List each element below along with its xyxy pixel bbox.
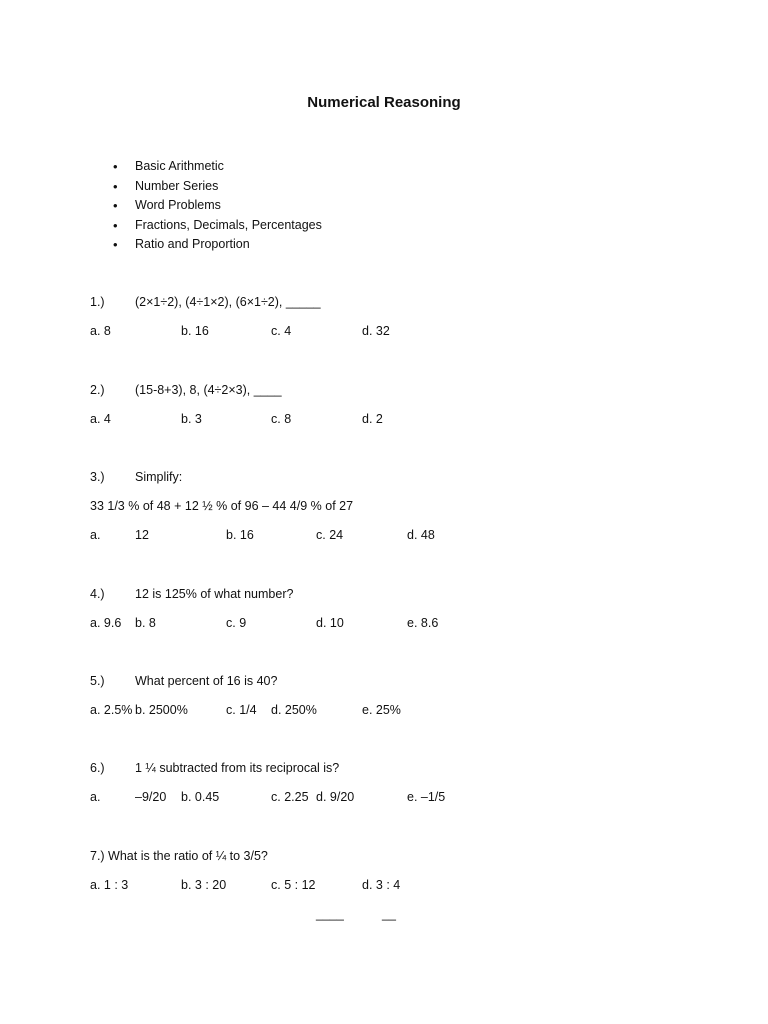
question-expression-row — [90, 497, 710, 515]
option-a-value: 12 — [135, 528, 149, 542]
option-c: c. 24 — [316, 528, 344, 542]
topic-label: Number Series — [135, 178, 219, 193]
option-d: d. 32 — [362, 324, 390, 338]
option-b: b. 16 — [181, 324, 209, 338]
question-row — [90, 381, 710, 399]
question-text: (2×1÷2), (4÷1×2), (6×1÷2), _____ — [135, 295, 321, 309]
question-number: 2.) — [90, 383, 105, 397]
bullet-icon: • — [113, 159, 118, 174]
topic-item — [113, 216, 322, 236]
option-d: d. 9/20 — [316, 790, 355, 804]
question-row — [90, 672, 710, 690]
option-e: e. 8.6 — [407, 616, 439, 630]
question-number: 5.) — [90, 674, 105, 688]
question-text: What percent of 16 is 40? — [135, 674, 278, 688]
question-text: 12 is 125% of what number? — [135, 587, 294, 601]
page-title: Numerical Reasoning — [307, 94, 461, 111]
footer-blanks — [0, 907, 768, 925]
topic-item — [113, 177, 322, 197]
option-b: b. 0.45 — [181, 790, 220, 804]
option-b: b. 2500% — [135, 703, 188, 717]
option-d: d. 3 : 4 — [362, 878, 401, 892]
option-b: b. 3 : 20 — [181, 878, 227, 892]
topic-list — [113, 157, 322, 255]
option-a: a. 2.5% — [90, 703, 133, 717]
option-a: a. 4 — [90, 412, 111, 426]
question-2 — [90, 381, 710, 428]
option-c: c. 9 — [226, 616, 247, 630]
question-1 — [90, 293, 710, 340]
option-c: c. 1/4 — [226, 703, 257, 717]
question-3 — [90, 468, 710, 544]
option-d: d. 250% — [271, 703, 317, 717]
question-text: Simplify: — [135, 470, 183, 484]
question-row — [90, 585, 710, 603]
topic-label: Ratio and Proportion — [135, 237, 250, 252]
question-7 — [90, 847, 710, 894]
option-b: b. 16 — [226, 528, 254, 542]
option-d: d. 10 — [316, 616, 344, 630]
topic-label: Basic Arithmetic — [135, 159, 224, 173]
answer-options — [90, 876, 710, 894]
answer-options — [90, 788, 710, 806]
question-text: 1 ¼ subtracted from its reciprocal is? — [135, 761, 340, 775]
topic-item — [113, 157, 322, 177]
bullet-icon: • — [113, 217, 118, 233]
answer-options — [90, 410, 710, 428]
option-a: a. 8 — [90, 324, 111, 338]
answer-options — [90, 526, 710, 544]
blank-line: __ — [382, 907, 396, 921]
option-c: c. 4 — [271, 324, 292, 338]
option-e: e. –1/5 — [407, 790, 446, 804]
question-text: 7.) What is the ratio of ¼ to 3/5? — [90, 849, 268, 863]
option-a-label: a. — [90, 528, 101, 542]
question-4 — [90, 585, 710, 632]
question-6 — [90, 759, 710, 806]
option-a: a. 1 : 3 — [90, 878, 129, 892]
option-b: b. 8 — [135, 616, 156, 630]
bullet-icon: • — [113, 237, 118, 253]
question-row — [90, 468, 710, 486]
option-c: c. 2.25 — [271, 790, 309, 804]
question-row — [90, 847, 710, 865]
topic-item — [113, 235, 322, 255]
option-d: d. 48 — [407, 528, 435, 542]
answer-options — [90, 614, 710, 632]
bullet-icon: • — [113, 198, 118, 214]
option-c: c. 8 — [271, 412, 292, 426]
option-b: b. 3 — [181, 412, 202, 426]
answer-options — [90, 701, 710, 719]
question-5 — [90, 672, 710, 719]
question-number: 4.) — [90, 587, 105, 601]
question-expression: 33 1/3 % of 48 + 12 ½ % of 96 – 44 4/9 % of 27 — [90, 499, 354, 513]
question-text: (15-8+3), 8, (4÷2×3), ____ — [135, 383, 282, 397]
question-number: 3.) — [90, 470, 105, 484]
blank-line: ____ — [316, 907, 344, 921]
option-c: c. 5 : 12 — [271, 878, 316, 892]
topic-item — [113, 196, 322, 216]
option-e: e. 25% — [362, 703, 401, 717]
topic-label: Fractions, Decimals, Percentages — [135, 217, 322, 232]
question-number: 1.) — [90, 295, 105, 309]
option-d: d. 2 — [362, 412, 383, 426]
question-number: 6.) — [90, 761, 105, 775]
option-a-value: –9/20 — [135, 790, 167, 804]
question-row — [90, 293, 710, 311]
answer-options — [90, 322, 710, 340]
question-row — [90, 759, 710, 777]
option-a-label: a. — [90, 790, 101, 804]
bullet-icon: • — [113, 178, 118, 194]
option-a: a. 9.6 — [90, 616, 122, 630]
topic-label: Word Problems — [135, 198, 221, 213]
